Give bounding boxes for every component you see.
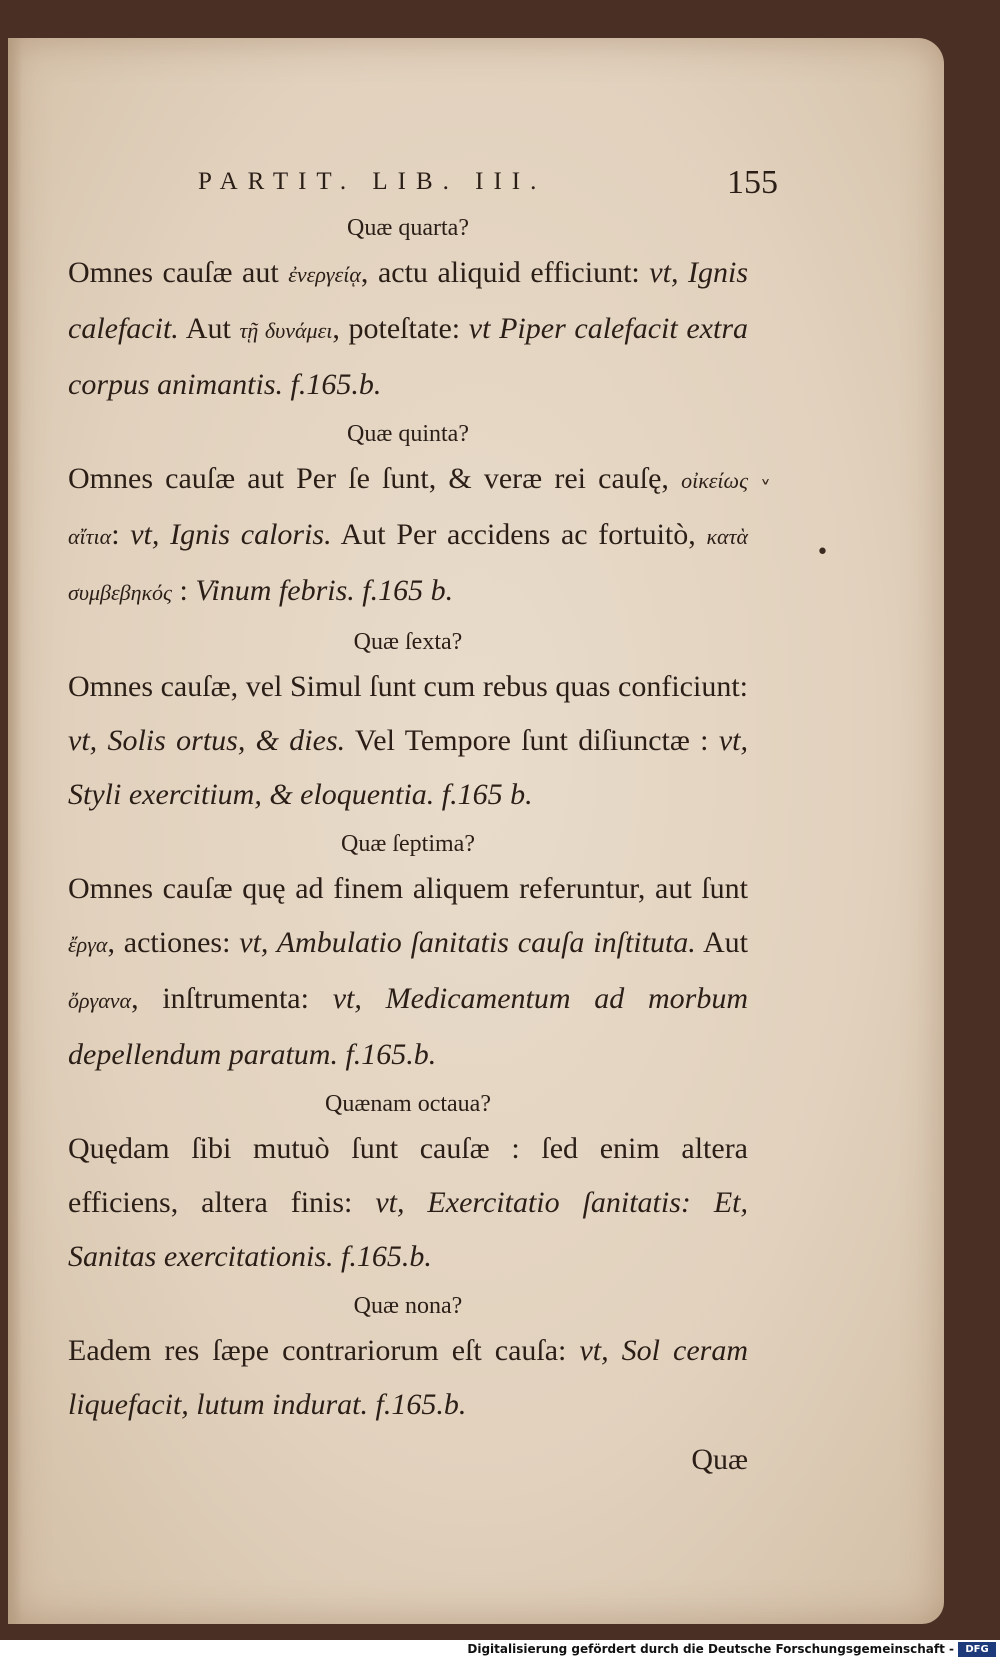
question-heading: Quænam octaua?	[325, 1091, 491, 1117]
answer-text: Eadem res ſæpe contrariorum eſt cauſa:	[68, 1334, 580, 1367]
answer-text: Vel Tempore ſunt diſiunctæ :	[345, 724, 719, 757]
answer-paragraph	[68, 862, 748, 1082]
ink-speck: ˅	[760, 478, 771, 503]
answer-text: Omnes cauſæ quę ad finem aliquem referuntur, aut ſunt	[68, 872, 748, 905]
greek-term: οἰκείως αἴτια	[68, 468, 748, 549]
italic-example: vt, Solis ortus, & dies.	[68, 724, 346, 757]
answer-text: Omnes cauſæ aut Per ſe ſunt, & veræ rei cauſę,	[68, 462, 682, 495]
page-text	[68, 206, 748, 1482]
greek-term: τῇ δυνάμει	[239, 318, 333, 343]
ink-speck: •	[816, 540, 829, 565]
answer-text: , actu aliquid efficiunt:	[360, 256, 650, 289]
answer-text: :	[111, 518, 131, 551]
italic-example: vt, Ambulatio ſanitatis cauſa inſtituta.	[239, 926, 696, 959]
question-heading: Quæ ſexta?	[353, 629, 463, 655]
answer-text: Aut	[178, 312, 240, 345]
page-gutter	[8, 38, 22, 1624]
italic-example: vt, Styli exercitium, & eloquentia. f.165 b.	[68, 724, 749, 811]
running-head: PARTIT. LIB. III.	[198, 168, 547, 195]
answer-paragraph	[68, 452, 748, 620]
answer-text: , actiones:	[107, 926, 240, 959]
answer-text: Omnes cauſæ aut	[68, 256, 289, 289]
italic-example: vt Piper calefacit extra corpus animantis. f.165.b.	[68, 312, 748, 401]
question-heading: Quæ nona?	[353, 1293, 463, 1319]
question-heading: Quæ ſeptima?	[341, 831, 475, 857]
catchword: Quæ	[691, 1443, 748, 1476]
answer-text: , inſtrumenta:	[131, 982, 333, 1015]
answer-text: Aut Per accidens ac fortuitò,	[331, 518, 707, 551]
answer-paragraph	[68, 1122, 748, 1284]
footer-credit: Digitalisierung gefördert durch die Deutsche Forschungsgemeinschaft -	[467, 1642, 954, 1656]
answer-text: Aut	[695, 926, 748, 959]
italic-example: vt, Ignis caloris.	[130, 518, 332, 551]
greek-term: ὄργανα	[68, 988, 132, 1013]
digitization-footer	[0, 1640, 1000, 1659]
greek-term: κατὰ συμβεβηκός	[68, 524, 748, 605]
greek-term: ἐνεργείᾳ	[288, 262, 361, 287]
italic-example: vt, Exercitatio ſanitatis: Et, Sanitas exercitationis. f.165.b.	[68, 1186, 748, 1273]
answer-text: , poteſtate:	[332, 312, 469, 345]
page-number: 155	[727, 164, 778, 201]
italic-example: Vinum febris. f.165 b.	[195, 574, 454, 607]
greek-term: ἔργα	[68, 932, 108, 957]
answer-text: Quędam ſibi mutuò ſunt cauſæ : ſed enim altera efficiens, altera finis:	[68, 1132, 748, 1219]
answer-text: :	[171, 574, 196, 607]
answer-paragraph	[68, 246, 748, 412]
answer-text: Omnes cauſæ, vel Simul ſunt cum rebus quas conficiunt:	[68, 670, 748, 703]
italic-example: vt, Sol ceram liquefacit, lutum indurat. f.165.b.	[68, 1334, 748, 1421]
italic-example: vt, Medicamentum ad morbum depellendum paratum. f.165.b.	[68, 982, 748, 1071]
italic-example: vt, Ignis calefacit.	[68, 256, 748, 345]
question-heading: Quæ quarta?	[347, 215, 469, 241]
page-header	[158, 164, 778, 204]
question-heading: Quæ quinta?	[347, 421, 469, 447]
answer-paragraph	[68, 660, 748, 822]
dfg-logo: DFG	[958, 1642, 996, 1657]
answer-paragraph	[68, 1324, 748, 1432]
book-page	[8, 38, 944, 1624]
